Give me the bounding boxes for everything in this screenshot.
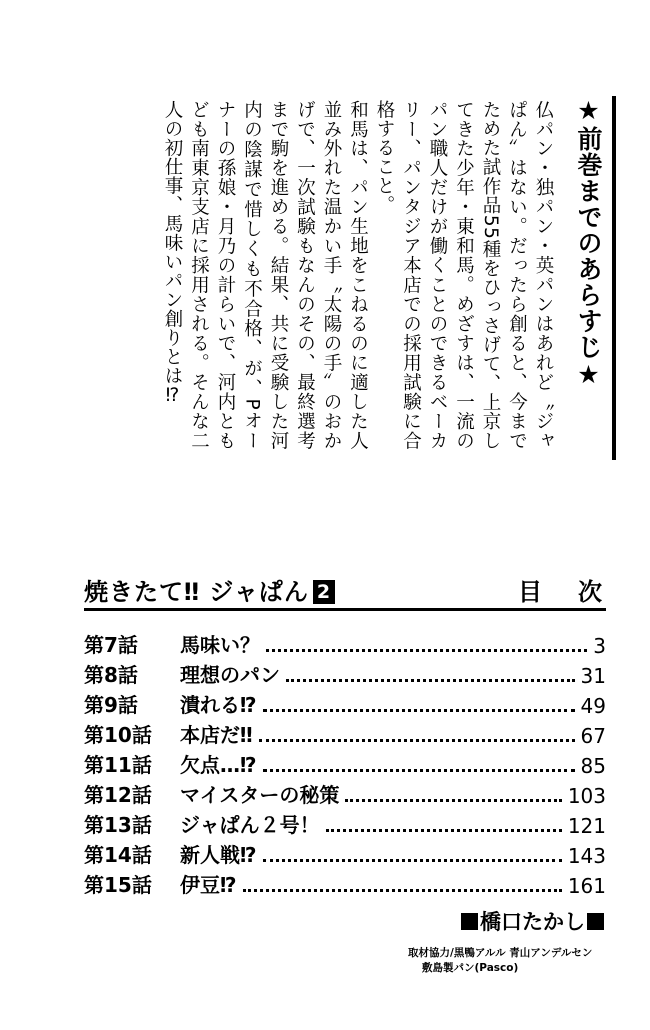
leader-dots (286, 678, 575, 682)
chapter-page: 85 (580, 754, 606, 778)
chapter-title: 新人戦⁉ (180, 843, 257, 867)
square-mark-icon (587, 913, 604, 930)
chapter-number: 第9話 (84, 693, 138, 717)
chapter-number: 第14話 (84, 843, 152, 867)
chapter-page: 103 (567, 784, 606, 808)
chapter-number: 第12話 (84, 783, 152, 807)
contents-header (84, 572, 638, 611)
chapter-row (84, 628, 606, 658)
chapter-number: 第15話 (84, 873, 152, 897)
chapter-row (84, 868, 606, 898)
credits-line: 取材協力/黒鴨アルル 青山アンデルセン (408, 947, 593, 959)
chapter-number: 第8話 (84, 663, 138, 687)
series-title (84, 572, 335, 607)
chapter-title: 理想のパン (180, 663, 280, 687)
chapter-page: 143 (567, 844, 606, 868)
chapter-number: 第7話 (84, 633, 138, 657)
chapter-title: 伊豆⁉ (180, 873, 237, 897)
chapter-row (84, 688, 606, 718)
chapter-row (84, 658, 606, 688)
chapter-page: 121 (567, 814, 606, 838)
chapter-row (84, 808, 606, 838)
chapter-number: 第11話 (84, 753, 152, 777)
square-mark-icon (461, 913, 478, 930)
leader-dots (263, 768, 575, 772)
chapter-row (84, 778, 606, 808)
credits (408, 946, 604, 976)
leader-dots (326, 828, 562, 832)
chapter-number: 第10話 (84, 723, 152, 747)
contents-list (84, 628, 606, 898)
chapter-number: 第13話 (84, 813, 152, 837)
chapter-title: マイスターの秘策 (180, 783, 340, 807)
chapter-title: 馬味い？ (180, 633, 260, 657)
volume-badge: 2 (313, 580, 335, 604)
chapter-page: 161 (567, 874, 606, 898)
chapter-title: 潰れる⁉ (180, 693, 257, 717)
chapter-title: 欠点…⁉ (180, 753, 257, 777)
chapter-row (84, 718, 606, 748)
leader-dots (243, 888, 562, 892)
leader-dots (263, 858, 562, 862)
chapter-page: 49 (580, 694, 606, 718)
chapter-page: 31 (580, 664, 606, 688)
leader-dots (263, 708, 575, 712)
chapter-page: 67 (580, 724, 606, 748)
synopsis-body (78, 100, 556, 450)
author-name: 橋口たかし (480, 910, 585, 934)
synopsis-paragraph: 仏パン・独パン・英パンはあれど〝ジャぱん〟はない。だったら創ると、今までためた試作品55種をひっさげて、上京してきた少年・東和馬。めざすは、一流のパン職人だけが働くことのできるベーカリー、パンタジア本店での採用試験に合格すること。 (374, 100, 554, 450)
chapter-row (84, 838, 606, 868)
chapter-page: 3 (593, 634, 606, 658)
synopsis-heading: ★前巻までのあらすじ★ (570, 96, 616, 460)
chapter-title: 本店だ‼ (180, 723, 253, 747)
leader-dots (259, 738, 575, 742)
leader-dots (266, 648, 587, 652)
synopsis-paragraph: 和馬は、パン生地をこねるのに適した人並み外れた温かい手〝太陽の手〟のおかげで、一次試験もなんのその、最終選考まで駒を進める。結果、共に受験した河内の陰謀で惜しくも不合格、が、Pオーナーの孫娘・月乃の計らいで、河内ともども南東京支店に採用される。そんな二人の初仕事、馬味いパン創りとは⁉ (162, 100, 369, 450)
contents-label: 目次 (518, 578, 638, 606)
series-title-text: 焼きたて‼ ジャぱん (84, 578, 309, 606)
author-line (461, 906, 604, 936)
chapter-row (84, 748, 606, 778)
chapter-title: ジャぱん２号！ (180, 813, 320, 837)
leader-dots (345, 798, 561, 802)
credits-line: 敷島製パン(Pasco) (422, 962, 519, 974)
